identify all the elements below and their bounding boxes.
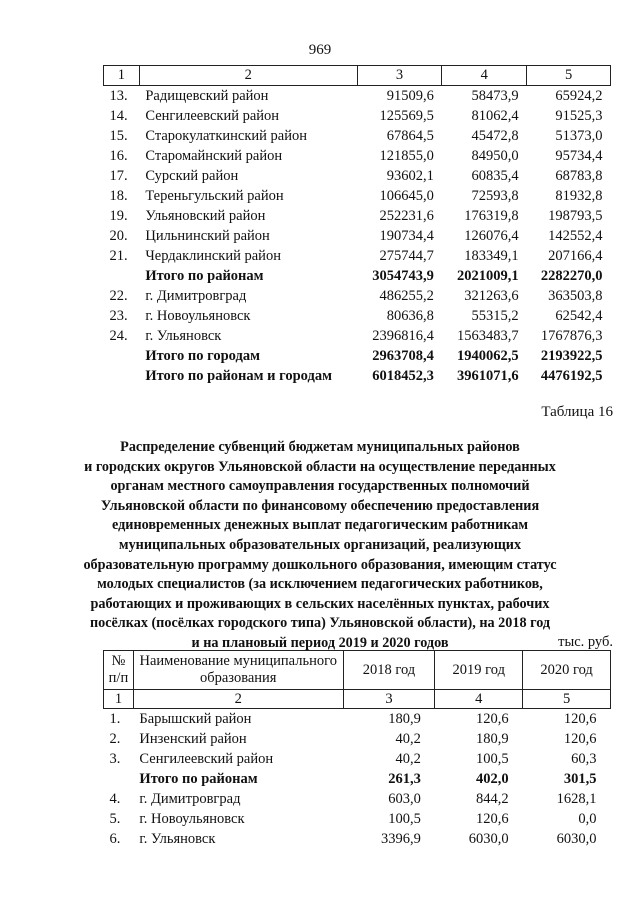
table-row [104,106,611,126]
row-name: г. Новоульяновск [145,308,251,324]
table-row [104,226,611,246]
title-line: органам местного самоуправления государственных полномочий [110,478,530,495]
row-number: 20. [109,228,128,244]
units-label: тыс. руб. [558,634,613,650]
row-name: Радищевский район [145,88,269,104]
row-name: Цильнинский район [145,228,270,244]
row-value-2: 55315,2 [471,308,519,324]
row-value-2: 100,5 [476,751,509,767]
title-line: и городских округов Ульяновской области на осуществление переданных [84,458,556,475]
row-value-2: 120,6 [476,711,509,727]
row-value-3: 2193922,5 [540,348,603,364]
row-value-1: 190734,4 [379,228,434,244]
table-row [104,709,611,730]
row-name: г. Новоульяновск [139,811,245,827]
row-value-3: 120,6 [563,711,597,727]
title-line: Распределение субвенций бюджетам муниципальных районов [120,439,520,455]
row-value-1: 100,5 [388,811,421,827]
row-value-2: 60835,4 [471,168,519,184]
row-value-3: 207166,4 [548,248,603,264]
row-value-1: 2963708,4 [372,348,434,364]
row-value-3: 81932,8 [555,188,603,204]
table2-header-row [104,651,611,690]
row-value-3: 51373,0 [555,128,603,144]
row-value-1: 93602,1 [386,168,434,184]
row-value-3: 60,3 [571,751,597,767]
title-line: молодых специалистов (за исключением педагогических работников, [97,576,543,593]
row-value-1: 6018452,3 [372,368,434,384]
row-name: Старокулаткинский район [145,128,308,144]
row-value-2: 81062,4 [471,108,519,124]
table-row [104,789,611,809]
row-number: 1. [109,711,121,727]
row-name: Итого по районам и городам [145,368,332,384]
row-value-2: 126076,4 [464,228,519,244]
row-value-3: 1628,1 [556,791,597,807]
title-line: муниципальных образовательных организаций, реализующих [118,536,522,553]
title-line: посёлках (посёлках городского типа) Ульяновской области), на 2018 год [89,615,551,632]
row-value-1: 40,2 [395,731,421,747]
table2-index-cell: 3 [343,690,435,709]
table2-header-2020: 2020 год [523,651,611,690]
row-value-3: 198793,5 [548,208,603,224]
table-row [104,186,611,206]
row-value-2: 180,9 [476,731,509,747]
row-number: 5. [109,811,121,827]
row-name: Инзенский район [139,731,247,747]
table-row [104,346,611,366]
row-value-1: 40,2 [395,751,421,767]
table-row [104,266,611,286]
table2-index-cell: 5 [523,690,611,709]
row-value-2: 1940062,5 [457,348,519,364]
row-name: Барышский район [139,711,252,727]
row-value-2: 183349,1 [464,248,519,264]
row-value-2: 6030,0 [468,831,509,847]
row-value-3: 4476192,5 [540,368,603,384]
table-row [104,729,611,749]
row-number: 6. [109,831,121,847]
title-line: Ульяновской области по финансовому обеспечению предоставления [100,497,540,514]
row-number: 17. [109,168,128,184]
subsidy-table-16 [103,650,611,849]
row-number: 22. [109,288,128,304]
row-name: Сенгилеевский район [145,108,280,124]
row-name: Итого по районам [145,268,264,284]
row-number: 23. [109,308,128,324]
table-row [104,769,611,789]
table-row [104,146,611,166]
title-line: образовательную программу дошкольного образования, имеющим статус [83,556,557,573]
row-number [104,266,140,286]
subsidy-table-continued [103,65,611,386]
row-number [104,366,140,386]
row-number: 15. [109,128,128,144]
row-value-1: 180,9 [388,711,421,727]
row-value-1: 486255,2 [379,288,434,304]
row-value-1: 91509,6 [386,88,434,104]
row-value-2: 58473,9 [471,88,519,104]
row-value-1: 121855,0 [379,148,434,164]
row-value-2: 844,2 [476,791,509,807]
row-number: 24. [109,328,128,344]
title-line: и на плановый период 2019 и 2020 годов [191,634,449,651]
title-line: единовременных денежных выплат педагогическим работникам [111,517,528,534]
table-label: Таблица 16 [541,404,613,420]
row-name: Итого по районам [139,771,258,787]
title-line: работающих и проживающих в сельских населённых пунктах, рабочих [90,595,550,612]
row-value-2: 176319,8 [464,208,519,224]
table-row [104,306,611,326]
table-row [104,246,611,266]
row-value-3: 0,0 [578,811,597,827]
row-value-1: 3054743,9 [372,268,434,284]
row-value-3: 1767876,3 [540,328,603,344]
row-value-3: 120,6 [563,731,597,747]
row-value-2: 72593,8 [471,188,519,204]
row-value-3: 363503,8 [548,288,603,304]
page-number: 969 [308,42,332,58]
row-number: 13. [109,88,128,104]
row-number: 2. [109,731,121,747]
row-value-3: 68783,8 [555,168,603,184]
row-value-3: 62542,4 [555,308,603,324]
row-name: г. Димитровград [139,791,241,807]
table2-header-number: № п/п [104,651,134,690]
row-value-2: 2021009,1 [457,268,519,284]
row-name: Итого по городам [145,348,260,364]
table-row [104,206,611,226]
row-name: Ульяновский район [145,208,266,224]
table-row [104,829,611,849]
row-name: г. Ульяновск [139,831,216,847]
table-row [104,366,611,386]
row-value-3: 301,5 [563,771,597,787]
row-value-1: 106645,0 [379,188,434,204]
row-name: г. Ульяновск [145,328,222,344]
table2-index-cell: 1 [104,690,134,709]
row-value-2: 84950,0 [471,148,519,164]
row-value-3: 95734,4 [555,148,603,164]
row-name: г. Димитровград [145,288,247,304]
row-value-2: 402,0 [476,771,509,787]
row-number: 18. [109,188,128,204]
row-name: Старомайнский район [145,148,283,164]
table-row [104,166,611,186]
table1-header-cell: 2 [139,66,357,86]
row-value-1: 2396816,4 [372,328,434,344]
row-number: 4. [109,791,121,807]
row-number: 3. [109,751,121,767]
table-row [104,809,611,829]
row-number [104,346,140,366]
row-number [104,769,134,789]
row-value-1: 125569,5 [379,108,434,124]
table-row [104,86,611,107]
row-value-1: 80636,8 [386,308,434,324]
table-row [104,126,611,146]
row-number: 19. [109,208,128,224]
row-value-2: 1563483,7 [457,328,519,344]
table-title [80,438,560,654]
table2-header-2019: 2019 год [435,651,523,690]
table-row [104,286,611,306]
row-value-1: 67864,5 [386,128,434,144]
row-value-1: 252231,6 [379,208,434,224]
row-value-2: 120,6 [476,811,509,827]
table2-header-2018: 2018 год [343,651,435,690]
row-number: 16. [109,148,128,164]
row-number: 21. [109,248,128,264]
row-value-2: 45472,8 [471,128,519,144]
row-value-3: 2282270,0 [540,268,603,284]
row-value-3: 65924,2 [555,88,603,104]
table1-header-cell: 1 [104,66,140,86]
row-name: Сенгилеевский район [139,751,274,767]
row-name: Чердаклинский район [145,248,281,264]
table1-header-cell: 3 [357,66,442,86]
row-name: Сурский район [145,168,239,184]
row-number: 14. [109,108,128,124]
table-row [104,326,611,346]
table1-header-cell: 5 [527,66,611,86]
row-value-1: 3396,9 [380,831,421,847]
row-value-1: 261,3 [388,771,421,787]
row-name: Тереньгульский район [145,188,284,204]
table2-header-name: Наименование муниципального образования [133,651,343,690]
table1-header-row [104,66,611,86]
row-value-1: 275744,7 [379,248,434,264]
table2-index-cell: 4 [435,690,523,709]
row-value-3: 6030,0 [556,831,597,847]
table2-index-row [104,690,611,709]
row-value-2: 3961071,6 [457,368,519,384]
table-row [104,749,611,769]
row-value-3: 91525,3 [555,108,603,124]
row-value-1: 603,0 [388,791,421,807]
row-value-3: 142552,4 [548,228,603,244]
row-value-2: 321263,6 [464,288,519,304]
table2-index-cell: 2 [133,690,343,709]
table1-header-cell: 4 [442,66,527,86]
